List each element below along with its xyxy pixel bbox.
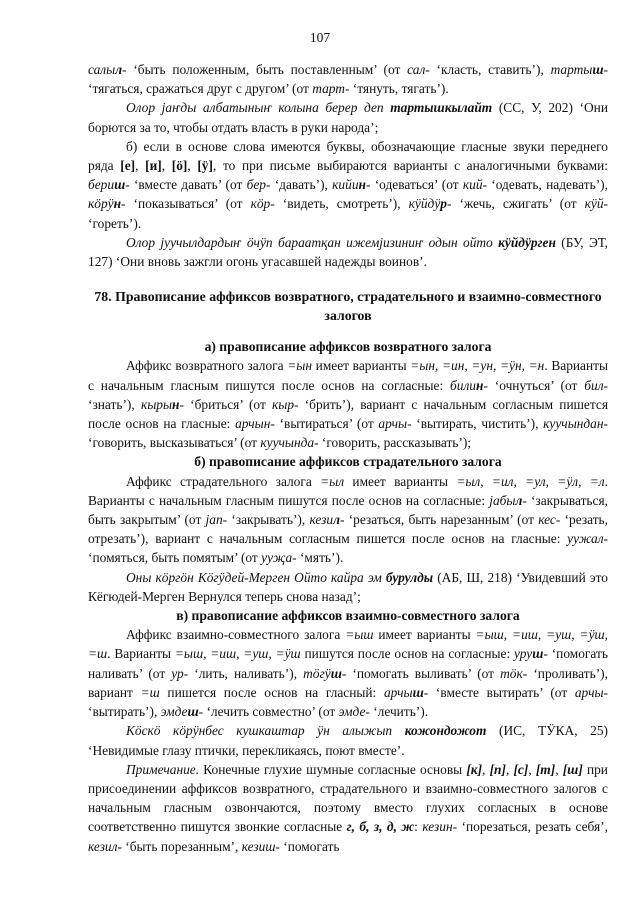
text: ‘видеть, смотреть’),	[274, 196, 409, 212]
text: ‘быть порезанным’,	[121, 838, 242, 854]
affix-bold: р	[440, 196, 447, 212]
page-number: 107	[309, 30, 331, 45]
text: ‘закрывать’),	[227, 512, 310, 528]
page-body	[88, 60, 608, 856]
word-italic: кес-	[538, 512, 561, 528]
affix-italic: =ыш, =иш, =уш, =ӱш	[174, 646, 301, 662]
text: б) если в основе слова имеются буквы, обозначающие гласные звуки переднего ряда	[88, 138, 608, 174]
example-2	[88, 233, 608, 271]
word-italic: кийи	[332, 177, 359, 193]
word-italic: кӧрӱ	[88, 196, 114, 212]
affix-bold: н	[358, 177, 366, 193]
word-italic: кезиш-	[241, 838, 280, 854]
paragraph-reciprocal	[88, 625, 608, 721]
word-italic: бери	[88, 177, 115, 193]
note-paragraph	[88, 760, 608, 856]
text: ‘порезаться, резать себя’,	[457, 819, 608, 835]
word-italic: ур-	[171, 665, 189, 681]
affix-italic: =ыш	[345, 627, 374, 643]
affix-bold: ш	[114, 177, 126, 193]
word-italic: кӱйдӱ	[408, 196, 441, 212]
paragraph-rule-b	[88, 137, 608, 233]
text: Аффикс взаимно-совместного залога	[126, 627, 346, 643]
text: ,	[528, 761, 536, 777]
text: - ‘помогать наливать’ (от	[88, 646, 608, 681]
text: ‘помяться, быть помятым’ (от	[88, 550, 262, 566]
example-keyword: тартышкылайт	[390, 100, 493, 116]
example-1	[88, 98, 608, 136]
word-italic: эмде	[160, 704, 188, 720]
example-4	[88, 721, 608, 759]
text: - ‘вместе давать’ (от	[125, 177, 247, 193]
word-italic: тӧгӱ	[303, 665, 331, 681]
affix-bold: н	[172, 396, 180, 412]
text: - ‘резаться, быть нарезанным’ (от	[339, 512, 539, 528]
text: - ‘одеваться’ (от	[365, 177, 463, 193]
example-keyword: кӱйдӱрген	[498, 234, 556, 250]
word-italic: арчын-	[235, 416, 275, 432]
word-italic: jабы	[489, 492, 516, 508]
text: ‘резать, отрезать’), вариант с начальным согласным пишется после основ на гласные:	[88, 512, 609, 547]
text: ,	[555, 761, 563, 777]
text: ‘помогать	[279, 838, 340, 854]
text: :	[414, 819, 423, 835]
example-text: Оны кӧргӧн Кӧгӱдей-Мерген Ойто кайра эм	[126, 569, 386, 585]
paragraph-reflexive	[88, 356, 608, 452]
word-italic: кези	[309, 512, 334, 528]
affix-italic: =ын, =ин, =ун, =ӱн, =н	[410, 358, 545, 374]
text: ,	[482, 761, 490, 777]
text: - ‘жечь, сжигать’ (от	[446, 196, 585, 212]
affix-italic: =ын	[287, 358, 312, 374]
text: ‘вытирать, чистить’),	[411, 416, 544, 432]
word-italic: арчы-	[574, 684, 608, 700]
word-italic: кыр-	[272, 396, 299, 412]
affix-italic: =ш	[140, 684, 160, 700]
text: ‘тянуть, тягать’).	[349, 81, 449, 97]
affix-bold: л	[515, 492, 523, 508]
word-italic: бил-	[584, 377, 608, 393]
word-italic: тарты	[550, 62, 593, 77]
text: ‘гореть’).	[88, 215, 142, 231]
text: ‘одевать, надевать’),	[487, 177, 608, 193]
word-italic: ууҗа-	[261, 550, 297, 566]
text: при присоединении аффиксов возвратного, страдательного и взаимно-совместного залогов с начальным гласным озвончаются, поэтому вместо глухих согласных в основе соответственно пишутся звонкие согласные	[88, 761, 608, 835]
affix-bold: ш	[187, 704, 199, 720]
affix-italic: =ыл	[320, 473, 345, 489]
word-italic: кӧр-	[250, 196, 275, 212]
text: - ‘бриться’ (от	[179, 396, 272, 412]
word-italic: эмде-	[338, 704, 370, 720]
text: - ‘помогать выливать’ (от	[341, 665, 501, 681]
example-text: Кӧскӧ кӧрӱнбес кушкаштар ӱн алыжып	[126, 723, 405, 739]
affix-bold: ш	[592, 62, 604, 77]
text: ‘говорить, высказываться’ (от	[88, 435, 261, 451]
text: (СС, У, 202) ‘Они борются за то, чтобы отдать власть в руки народа’;	[88, 100, 608, 135]
word-italic: кий-	[462, 177, 488, 193]
text: ‘лить, наливать’),	[188, 665, 304, 681]
affix-bold: л	[333, 512, 340, 528]
subheading-b: б) правописание аффиксов страдательного залога	[194, 454, 502, 470]
note-label: Примечание.	[126, 761, 200, 777]
text: . Варианты	[107, 646, 175, 662]
text: ,	[187, 158, 198, 174]
example-text: Олор jуучылдардыҥ ӧчӱп бараатқан ижемjизиниҥ одын ойто	[126, 234, 499, 250]
sound-bold: [и]	[145, 158, 162, 174]
text: пишется после основ на гласный:	[159, 684, 384, 700]
text: - ‘быть положенным, быть поставленным’ (от	[122, 62, 408, 77]
word-italic: уру	[514, 646, 533, 662]
paragraph-passive	[88, 472, 608, 568]
sound-bold: [ш]	[562, 761, 583, 777]
affix-bold: ш	[532, 646, 544, 662]
text: ‘брить’), вариант с начальным согласным пишется после основ на гласные:	[88, 396, 608, 432]
text: ,	[505, 761, 514, 777]
word-italic: бер-	[246, 177, 271, 193]
sound-bold: [к]	[466, 761, 483, 777]
text: ‘знать’),	[88, 396, 141, 412]
example-3	[88, 568, 608, 606]
text: ‘давать’),	[270, 177, 333, 193]
sound-bold: [е]	[120, 158, 136, 174]
text: ,	[135, 158, 146, 174]
affix-italic: =ыш, =иш, =уш, =ӱш, =ш	[88, 627, 608, 662]
text: - ‘показываться’ (от	[121, 196, 251, 212]
text: - ‘тягаться, сражаться друг с другом’ (от	[88, 62, 609, 97]
text: - ‘закрываться, быть закрытым’ (от	[88, 492, 608, 528]
text: , то при письме выбираются варианты с аналогичными буквами:	[212, 158, 608, 174]
word-italic: куучында-	[260, 435, 319, 451]
text: - ‘лечить совместно’ (от	[198, 704, 339, 720]
sound-bold: [с]	[513, 761, 529, 777]
word-italic: салы	[88, 62, 116, 77]
text: пишутся после основ на согласные:	[300, 646, 515, 662]
text: Конечные глухие шумные согласные основы	[199, 761, 467, 777]
affix-bold: ш	[330, 665, 342, 681]
affix-bold: л	[115, 62, 123, 77]
text: ‘класть, ставить’),	[429, 62, 551, 77]
text: имеет варианты	[373, 627, 476, 643]
affix-bold: н	[113, 196, 122, 212]
sound-bold: [п]	[489, 761, 506, 777]
text: ‘проливать’), вариант	[88, 665, 608, 700]
word-italic: тӧк-	[500, 665, 528, 681]
text: . Варианты с начальным гласным пишутся после основ на согласные:	[88, 473, 608, 508]
word-italic: кезил-	[88, 838, 122, 854]
word-italic: jап-	[205, 512, 228, 528]
word-italic: уужал-	[567, 531, 608, 547]
text: (АБ, Ш, 218) ‘Увидевший это Кёгюдей-Мерген Вернулся теперь снова назад’;	[88, 569, 608, 604]
word-italic: били	[450, 377, 476, 393]
text: (БУ, ЭТ, 127) ‘Они вновь зажгли огонь угасавшей надежды воинов’.	[88, 234, 608, 270]
affix-bold: ш	[412, 684, 424, 700]
subheading-v: в) правописание аффиксов взаимно-совместного залога	[176, 608, 520, 624]
subheading-a: а) правописание аффиксов возвратного залога	[204, 339, 492, 355]
section-heading-78: 78. Правописание аффиксов возвратного, страдательного и взаимно-совместного залогов	[94, 289, 602, 324]
text: Аффикс страдательного залога	[126, 473, 321, 489]
word-italic: сал-	[407, 62, 430, 77]
text: имеет варианты	[344, 473, 457, 489]
word-italic: кезин-	[422, 819, 458, 835]
affix-italic: =ыл, =ил, =ул, =ӱл, =л	[456, 473, 605, 489]
example-text: Олор jаҥды албатыныҥ колына берер деп	[126, 100, 391, 116]
sound-bold: [т]	[535, 761, 556, 777]
word-italic: кӱй-	[584, 196, 608, 212]
text: (ИС, ТӰКА, 25) ‘Невидимые глазу птички, перекликаясь, поют вместе’.	[88, 723, 608, 758]
text: - ‘очнуться’ (от	[483, 377, 585, 393]
text: имеет варианты	[312, 358, 411, 374]
word-italic: арчы	[383, 684, 413, 700]
affix-bold: н	[476, 377, 484, 393]
text: ‘вытирать’),	[88, 704, 161, 720]
paragraph-1	[88, 60, 608, 98]
sound-bold: [ӧ]	[171, 158, 188, 174]
word-italic: арчы-	[378, 416, 412, 432]
word-italic: кыры	[140, 396, 173, 412]
word-italic: куучындан-	[543, 416, 608, 432]
text: ‘лечить’).	[369, 704, 429, 720]
letters-bold: г, б, з, д, ж	[346, 819, 415, 835]
text: - ‘вместе вытирать’ (от	[423, 684, 575, 700]
text: ‘мять’).	[296, 550, 344, 566]
example-keyword: бурулды	[385, 569, 434, 585]
example-keyword: кожондожот	[404, 723, 487, 739]
text: ,	[161, 158, 172, 174]
text: Аффикс возвратного залога	[126, 358, 288, 374]
word-italic: тарт-	[312, 81, 350, 97]
text: . Варианты с начальным гласным пишутся после основ на согласные:	[88, 358, 609, 393]
sound-bold: [ӱ]	[197, 158, 213, 174]
text: ‘говорить, рассказывать’);	[318, 435, 472, 451]
text: ‘вытираться’ (от	[274, 416, 379, 432]
